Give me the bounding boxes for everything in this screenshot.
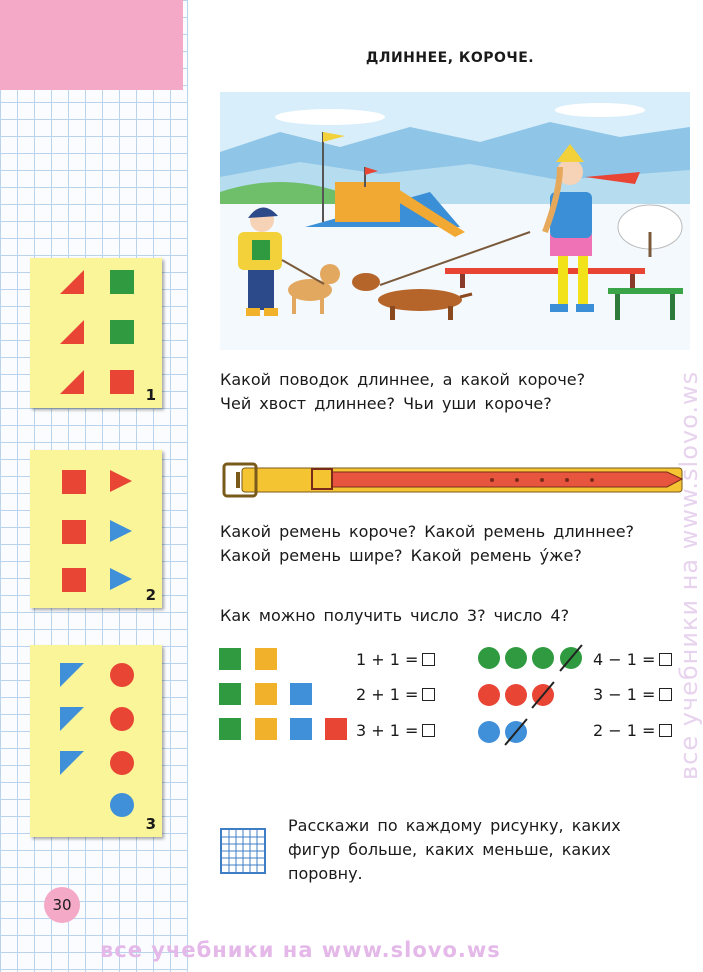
task-line: поровну. bbox=[288, 864, 363, 883]
subtraction-equation: 4 − 1 = bbox=[593, 650, 672, 669]
blue-triangle-icon bbox=[110, 568, 132, 590]
watermark-side: все учебники на www.slovo.ws bbox=[675, 370, 703, 780]
green-square-icon bbox=[219, 718, 241, 740]
blue-square-icon bbox=[290, 718, 312, 740]
red-square-icon bbox=[62, 520, 86, 544]
blue-circle-icon bbox=[478, 721, 500, 743]
addition-equation: 3 + 1 = bbox=[356, 721, 435, 740]
red-circle-icon bbox=[110, 751, 134, 775]
addition-equation: 2 + 1 = bbox=[356, 685, 435, 704]
grid-task-icon bbox=[220, 828, 266, 874]
answer-box bbox=[422, 724, 435, 737]
task-text bbox=[288, 814, 621, 886]
blue-triangle-icon bbox=[60, 707, 84, 731]
red-square-icon bbox=[62, 568, 86, 592]
yellow-square-icon bbox=[255, 648, 277, 670]
pink-header-bar bbox=[0, 0, 183, 90]
card-number: 1 bbox=[145, 386, 156, 404]
red-triangle-icon bbox=[60, 370, 84, 394]
yellow-square-icon bbox=[255, 683, 277, 705]
question-line: Какой ремень короче? Какой ремень длиннее? bbox=[220, 522, 635, 541]
answer-box bbox=[422, 653, 435, 666]
blue-triangle-icon bbox=[60, 663, 84, 687]
shapes-card-2 bbox=[30, 450, 162, 608]
green-square-icon bbox=[219, 683, 241, 705]
blue-triangle-icon bbox=[60, 751, 84, 775]
green-square-icon bbox=[110, 270, 134, 294]
green-circle-icon bbox=[478, 647, 500, 669]
addition-equation: 1 + 1 = bbox=[356, 650, 435, 669]
red-circle-icon bbox=[110, 707, 134, 731]
questions-belt bbox=[220, 520, 634, 568]
yellow-square-icon bbox=[255, 718, 277, 740]
shapes-card-3 bbox=[30, 645, 162, 837]
question-line: Какой поводок длиннее, а какой короче? bbox=[220, 370, 586, 389]
red-triangle-icon bbox=[110, 470, 132, 492]
red-triangle-icon bbox=[60, 320, 84, 344]
red-triangle-icon bbox=[60, 270, 84, 294]
red-circle-icon bbox=[505, 684, 527, 706]
belts-illustration bbox=[222, 460, 686, 502]
red-square-icon bbox=[62, 470, 86, 494]
blue-triangle-icon bbox=[110, 520, 132, 542]
answer-box bbox=[422, 688, 435, 701]
question-line: Чей хвост длиннее? Чьи уши короче? bbox=[220, 394, 552, 413]
green-circle-icon bbox=[532, 647, 554, 669]
red-circle-icon bbox=[110, 663, 134, 687]
shapes-card-1 bbox=[30, 258, 162, 408]
card-number: 2 bbox=[145, 586, 156, 604]
page-number: 30 bbox=[44, 887, 80, 923]
answer-box bbox=[659, 653, 672, 666]
red-square-icon bbox=[110, 370, 134, 394]
green-square-icon bbox=[110, 320, 134, 344]
questions-leash bbox=[220, 368, 585, 416]
red-square-icon bbox=[325, 718, 347, 740]
task-line: Расскажи по каждому рисунку, каких bbox=[288, 816, 621, 835]
winter-scene-illustration bbox=[220, 92, 690, 350]
red-circle-icon bbox=[478, 684, 500, 706]
answer-box bbox=[659, 688, 672, 701]
question-line: Какой ремень шире? Какой ремень у́же? bbox=[220, 546, 582, 565]
question-number: Как можно получить число 3? число 4? bbox=[220, 606, 570, 625]
watermark-bottom: все учебники на www.slovo.ws bbox=[100, 938, 501, 962]
blue-circle-icon bbox=[110, 793, 134, 817]
green-square-icon bbox=[219, 648, 241, 670]
answer-box bbox=[659, 724, 672, 737]
page-title: ДЛИННЕЕ, КОРОЧЕ. bbox=[365, 50, 535, 66]
green-circle-icon bbox=[505, 647, 527, 669]
subtraction-equation: 2 − 1 = bbox=[593, 721, 672, 740]
card-number: 3 bbox=[145, 815, 156, 833]
subtraction-equation: 3 − 1 = bbox=[593, 685, 672, 704]
blue-square-icon bbox=[290, 683, 312, 705]
task-line: фигур больше, каких меньше, каких bbox=[288, 840, 611, 859]
